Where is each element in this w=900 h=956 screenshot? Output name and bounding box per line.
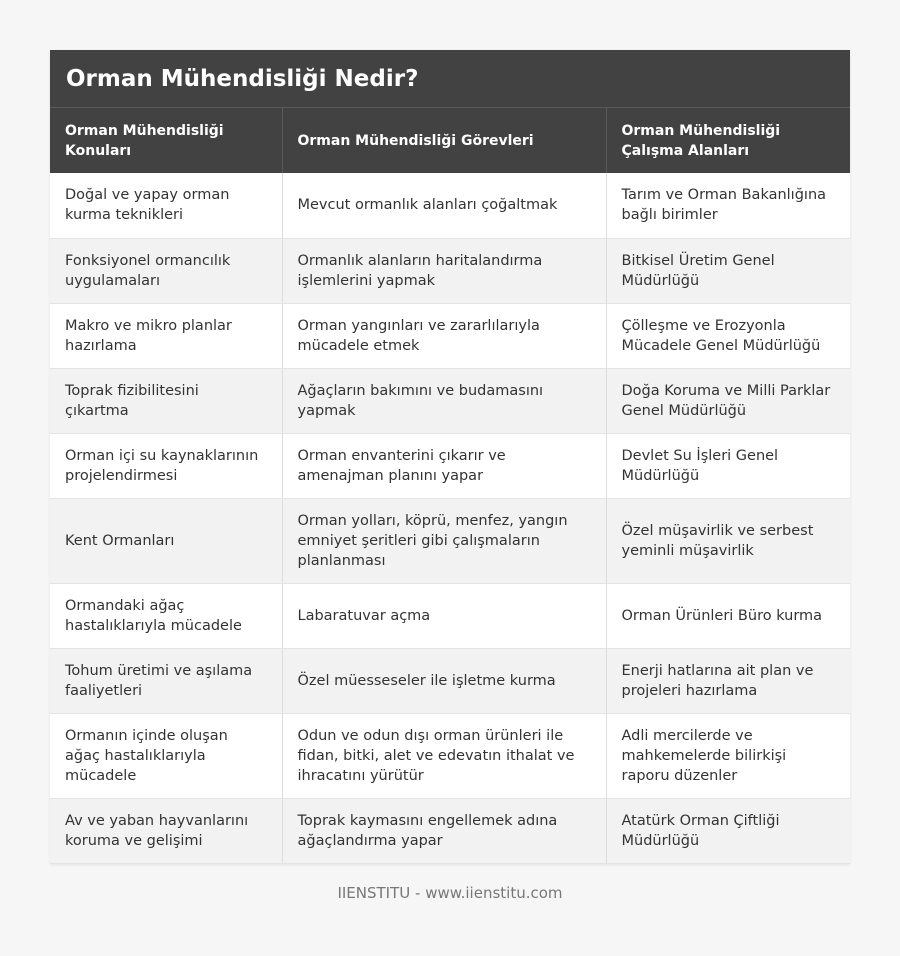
table-cell: Doğa Koruma ve Milli Parklar Genel Müdürlüğü [606,368,850,433]
table-title: Orman Mühendisliği Nedir? [50,50,850,108]
header-row [50,108,850,173]
table-cell: Fonksiyonel ormancılık uygulamaları [50,238,282,303]
table-row [50,303,850,368]
table-cell: Orman envanterini çıkarır ve amenajman planını yapar [282,433,606,498]
table-cell: Adli mercilerde ve mahkemelerde bilirkişi raporu düzenler [606,713,850,798]
table-cell: Orman Ürünleri Büro kurma [606,583,850,648]
table-row [50,583,850,648]
table-cell: Ormandaki ağaç hastalıklarıyla mücadele [50,583,282,648]
table-row [50,433,850,498]
footer-credit: IIENSTITU - www.iienstitu.com [337,884,563,902]
table-cell: Ormanın içinde oluşan ağaç hastalıklarıyla mücadele [50,713,282,798]
table-cell: Özel müşavirlik ve serbest yeminli müşavirlik [606,498,850,583]
data-table [50,108,850,864]
table-cell: Toprak fizibilitesini çıkartma [50,368,282,433]
table-cell: Atatürk Orman Çiftliği Müdürlüğü [606,798,850,863]
header-cell-topics: Orman Mühendisliği Konuları [50,108,282,173]
table-cell: Toprak kaymasını engellemek adına ağaçlandırma yapar [282,798,606,863]
table-row [50,713,850,798]
table-cell: Bitkisel Üretim Genel Müdürlüğü [606,238,850,303]
header-cell-work-areas: Orman Mühendisliği Çalışma Alanları [606,108,850,173]
table-cell: Kent Ormanları [50,498,282,583]
table-row [50,238,850,303]
table-cell: Enerji hatlarına ait plan ve projeleri hazırlama [606,648,850,713]
table-cell: Orman yangınları ve zararlılarıyla mücadele etmek [282,303,606,368]
table-cell: Av ve yaban hayvanlarını koruma ve gelişimi [50,798,282,863]
header-cell-duties: Orman Mühendisliği Görevleri [282,108,606,173]
table-cell: Özel müesseseler ile işletme kurma [282,648,606,713]
table-card [50,50,850,864]
table-cell: Orman içi su kaynaklarının projelendirmesi [50,433,282,498]
table-cell: Makro ve mikro planlar hazırlama [50,303,282,368]
table-cell: Orman yolları, köprü, menfez, yangın emniyet şeritleri gibi çalışmaların planlanması [282,498,606,583]
table-cell: Labaratuvar açma [282,583,606,648]
table-row [50,798,850,863]
table-cell: Ormanlık alanların haritalandırma işlemlerini yapmak [282,238,606,303]
table-cell: Ağaçların bakımını ve budamasını yapmak [282,368,606,433]
table-row [50,498,850,583]
table-row [50,173,850,238]
table-cell: Mevcut ormanlık alanları çoğaltmak [282,173,606,238]
table-cell: Tohum üretimi ve aşılama faaliyetleri [50,648,282,713]
table-cell: Çölleşme ve Erozyonla Mücadele Genel Müdürlüğü [606,303,850,368]
table-row [50,368,850,433]
table-row [50,648,850,713]
table-cell: Devlet Su İşleri Genel Müdürlüğü [606,433,850,498]
table-cell: Tarım ve Orman Bakanlığına bağlı birimler [606,173,850,238]
table-cell: Doğal ve yapay orman kurma teknikleri [50,173,282,238]
table-cell: Odun ve odun dışı orman ürünleri ile fidan, bitki, alet ve edevatın ithalat ve ihracatını yürütür [282,713,606,798]
